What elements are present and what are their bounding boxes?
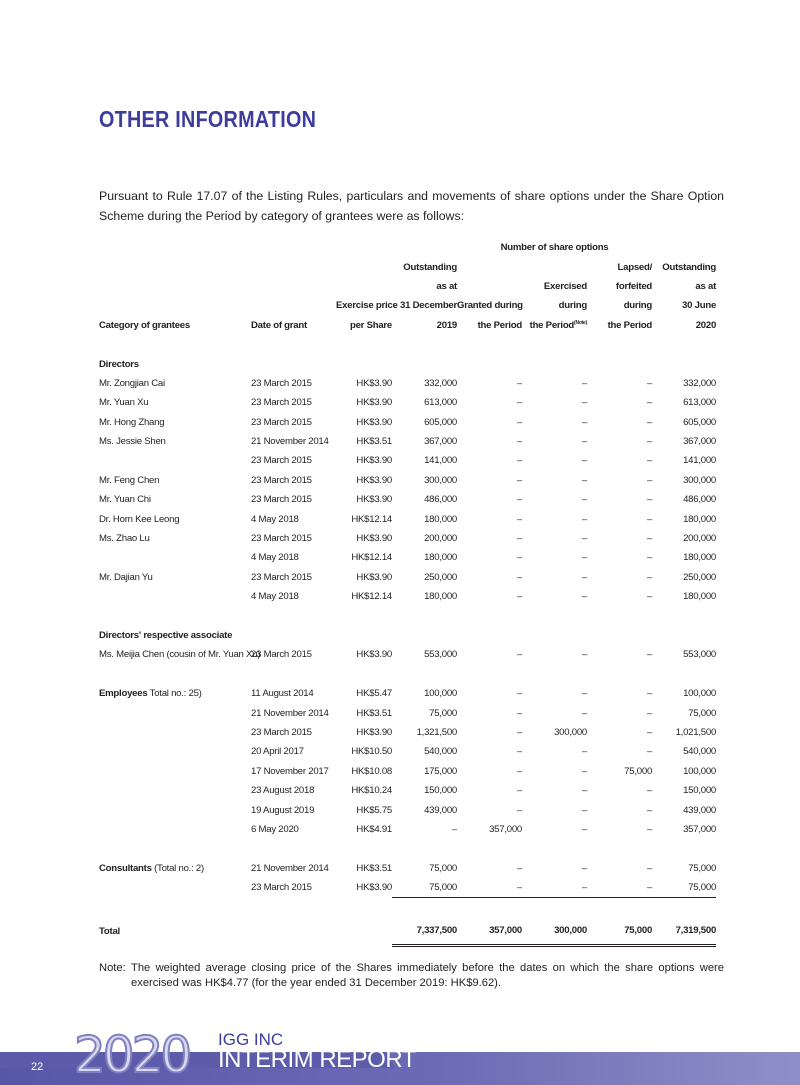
outstanding-start-value: 180,000: [424, 591, 457, 603]
table-row: [99, 723, 716, 742]
lapsed-value: –: [646, 513, 653, 525]
header-out-start: 2019: [436, 319, 457, 331]
outstanding-start-value: 300,000: [424, 474, 457, 486]
table-row: [99, 645, 716, 664]
table-row: [99, 490, 716, 509]
header-out-end: 30 June: [682, 300, 717, 312]
grantee-name: Total: [99, 925, 120, 937]
exercised-value: –: [581, 513, 587, 525]
note: [99, 961, 724, 991]
granted-value: –: [516, 785, 522, 797]
header-out-start: as at: [436, 280, 457, 292]
exercised-value: –: [581, 455, 587, 467]
header-exercised: during: [558, 300, 587, 312]
grantee-name: [99, 820, 251, 839]
grantee-name: [99, 878, 251, 898]
lapsed-value: –: [646, 552, 653, 564]
outstanding-start-value: 250,000: [424, 571, 457, 583]
table-row: [99, 568, 716, 587]
outstanding-start-value: 75,000: [392, 878, 457, 898]
granted-value: –: [516, 571, 522, 583]
header-price: [336, 277, 392, 296]
granted-value: –: [516, 649, 522, 661]
outstanding-end-value: 613,000: [683, 397, 717, 409]
total-row: [99, 918, 716, 946]
lapsed-value: –: [646, 474, 653, 486]
granted-value: –: [516, 707, 522, 719]
lapsed-value: –: [646, 726, 653, 738]
lapsed-value: –: [646, 455, 653, 467]
granted-value: –: [516, 494, 522, 506]
header-row: [99, 316, 716, 335]
exercise-price: HK$5.47: [356, 688, 392, 700]
lapsed-value: –: [646, 494, 653, 506]
header-exercised: [522, 257, 587, 276]
granted-value: 357,000: [457, 918, 522, 946]
exercise-price: HK$12.14: [351, 552, 392, 564]
table-row: [99, 762, 716, 781]
outstanding-start-value: 332,000: [424, 377, 457, 389]
outstanding-end-value: 332,000: [683, 377, 717, 389]
lapsed-value: –: [646, 649, 653, 661]
header-granted: [457, 257, 522, 276]
grantee-name: [99, 548, 251, 567]
lapsed-value: –: [646, 707, 653, 719]
grantee-name: [99, 742, 251, 761]
outstanding-start-value: 605,000: [424, 416, 457, 428]
header-lapsed: during: [623, 300, 653, 312]
note-ref: (Note): [574, 319, 587, 326]
grant-date: 23 March 2015: [251, 397, 312, 409]
grant-date: 21 November 2014: [251, 862, 329, 874]
grant-date: 4 May 2018: [251, 513, 299, 525]
header-out-end: Outstanding: [662, 261, 717, 273]
exercise-price: HK$3.90: [356, 397, 392, 409]
header-row: [99, 277, 716, 296]
outstanding-start-value: 100,000: [424, 688, 457, 700]
footer: [0, 1026, 800, 1085]
grantee-name: Mr. Feng Chen: [99, 474, 160, 486]
outstanding-end-value: 605,000: [683, 416, 717, 428]
exercise-price: HK$12.14: [351, 513, 392, 525]
section-heading: Directors' respective associate: [99, 630, 233, 641]
header-group-row: [99, 238, 716, 257]
grant-date: 23 March 2015: [251, 474, 312, 486]
outstanding-end-value: 553,000: [683, 649, 717, 661]
table-row: [99, 684, 716, 703]
grant-date: 23 March 2015: [251, 726, 312, 738]
outstanding-start-value: 553,000: [424, 649, 457, 661]
grant-date: 23 March 2015: [251, 377, 312, 389]
outstanding-start-value: 175,000: [424, 765, 457, 777]
granted-value: –: [516, 513, 522, 525]
outstanding-start-value: 7,337,500: [392, 918, 457, 946]
granted-value: –: [516, 397, 522, 409]
lapsed-value: –: [646, 533, 653, 545]
exercise-price: HK$3.51: [356, 862, 392, 874]
grantee-name: Ms. Meijia Chen (cousin of Mr. Yuan Xu): [99, 649, 261, 661]
exercise-price: HK$3.90: [356, 377, 392, 389]
grantee-name: Mr. Dajian Yu: [99, 571, 153, 583]
exercise-price: HK$3.90: [356, 882, 392, 894]
table-row: [99, 820, 716, 839]
granted-value: –: [516, 765, 522, 777]
exercise-price: HK$3.90: [356, 726, 392, 738]
lapsed-value: –: [646, 823, 653, 835]
outstanding-end-value: 1,021,500: [675, 726, 717, 738]
exercised-value: –: [581, 804, 587, 816]
outstanding-end-value: 367,000: [683, 436, 717, 448]
grantee-name: Dr. Horn Kee Leong: [99, 513, 180, 525]
exercised-value: –: [581, 397, 587, 409]
outstanding-start-value: 439,000: [424, 804, 457, 816]
header-granted: [457, 277, 522, 296]
table-row: [99, 703, 716, 722]
lapsed-value: –: [646, 862, 653, 874]
exercised-value: –: [581, 533, 587, 545]
table-row: [99, 509, 716, 528]
grant-date: 23 March 2015: [251, 882, 312, 894]
outstanding-start-value: 180,000: [424, 513, 457, 525]
table-row: [99, 839, 716, 858]
note-text: The weighted average closing price of the Shares immediately before the dates on which the share options were exercised was HK$4.77 (for the year ended 31 December 2019: HK$9.62).: [131, 962, 724, 989]
exercise-price: HK$5.75: [356, 804, 392, 816]
table-header: [99, 238, 716, 354]
exercise-price: HK$3.51: [356, 436, 392, 448]
exercise-price: HK$3.90: [356, 455, 392, 467]
outstanding-end-value: 75,000: [688, 862, 717, 874]
grant-date: 23 March 2015: [251, 416, 312, 428]
exercised-value: –: [581, 765, 587, 777]
outstanding-start-value: 486,000: [424, 494, 457, 506]
grantee-name: Ms. Jessie Shen: [99, 436, 166, 448]
table-row: [99, 451, 716, 470]
grant-date: 23 March 2015: [251, 494, 312, 506]
header-lapsed: the Period: [607, 319, 653, 331]
grantee-name: Mr. Yuan Chi: [99, 494, 151, 506]
outstanding-start-value: 75,000: [429, 707, 457, 719]
outstanding-end-value: 180,000: [683, 513, 717, 525]
exercised-value: –: [581, 377, 587, 389]
table-body: [99, 354, 716, 945]
outstanding-start-value: 150,000: [424, 785, 457, 797]
header-lapsed: Lapsed/: [617, 261, 653, 273]
exercised-value: –: [522, 878, 587, 898]
granted-value: –: [516, 552, 522, 564]
lapsed-value: –: [646, 785, 653, 797]
granted-value: –: [516, 862, 522, 874]
exercise-price: HK$3.51: [356, 707, 392, 719]
exercise-price: HK$3.90: [356, 416, 392, 428]
header-price: Exercise price: [336, 300, 398, 312]
outstanding-end-value: 75,000: [652, 878, 716, 898]
table-row: [99, 742, 716, 761]
lapsed-value: –: [646, 804, 653, 816]
grant-date: 23 March 2015: [251, 533, 312, 545]
exercised-value: –: [581, 552, 587, 564]
grant-date: [251, 918, 336, 946]
lapsed-value: –: [646, 746, 653, 758]
section-heading: Directors: [99, 358, 139, 370]
outstanding-start-value: 367,000: [424, 436, 457, 448]
granted-value: –: [457, 878, 522, 898]
section-heading-row: [99, 626, 716, 645]
lapsed-value: –: [646, 688, 653, 700]
header-price: per Share: [349, 319, 392, 331]
grant-date: 20 April 2017: [251, 746, 304, 758]
granted-value: –: [516, 726, 522, 738]
grant-date: 23 August 2018: [251, 785, 315, 797]
header-granted: the Period: [477, 319, 522, 331]
exercise-price: HK$3.90: [356, 474, 392, 486]
exercise-price: HK$3.90: [356, 571, 392, 583]
table-row: [99, 548, 716, 567]
grant-date: 23 March 2015: [251, 571, 312, 583]
exercise-price: HK$10.50: [351, 746, 392, 758]
exercised-value: –: [581, 649, 587, 661]
exercise-price: HK$4.91: [356, 823, 392, 835]
grant-date: 23 March 2015: [251, 455, 312, 467]
grant-date: 21 November 2014: [251, 707, 329, 719]
outstanding-start-value: 200,000: [424, 533, 457, 545]
header-row: [99, 257, 716, 276]
outstanding-end-value: 357,000: [683, 823, 717, 835]
header-out-end: as at: [695, 280, 717, 292]
outstanding-end-value: 540,000: [683, 746, 717, 758]
outstanding-start-value: 613,000: [424, 397, 457, 409]
outstanding-end-value: 141,000: [683, 455, 717, 467]
outstanding-end-value: 439,000: [683, 804, 717, 816]
outstanding-start-value: 141,000: [424, 455, 457, 467]
table-row: [99, 471, 716, 490]
grant-date: 19 August 2019: [251, 804, 315, 816]
table-row: [99, 800, 716, 819]
exercised-value: 300,000: [522, 918, 587, 946]
header-granted: Granted during: [457, 300, 523, 312]
grant-date: 23 March 2015: [251, 649, 312, 661]
report-name: INTERIM REPORT: [218, 1046, 416, 1073]
granted-value: –: [516, 591, 522, 603]
lapsed-value: –: [646, 436, 653, 448]
share-options-table: [99, 238, 716, 947]
grantee-name: [99, 703, 251, 722]
grantee-name: [99, 762, 251, 781]
outstanding-end-value: 100,000: [683, 765, 717, 777]
header-exercised: the Period$^{(Note)}$: [529, 319, 587, 331]
outstanding-end-value: 180,000: [683, 552, 717, 564]
exercised-value: 300,000: [554, 726, 587, 738]
exercised-value: –: [581, 862, 587, 874]
header-out-start: Outstanding: [403, 261, 457, 273]
granted-value: –: [516, 474, 522, 486]
header-lapsed: forfeited: [615, 280, 653, 292]
outstanding-start-value: 540,000: [424, 746, 457, 758]
grant-date: 4 May 2018: [251, 591, 299, 603]
grantee-name: Consultants (Total no.: 2): [99, 862, 204, 874]
exercised-value: –: [581, 474, 587, 486]
outstanding-end-value: 75,000: [688, 707, 717, 719]
company-name: IGG INC: [218, 1030, 284, 1049]
header-out-end: 2020: [695, 319, 717, 331]
header-exercised: Exercised: [543, 280, 587, 292]
grantee-name: [99, 800, 251, 819]
outstanding-end-value: 180,000: [683, 591, 717, 603]
page-number: 22: [31, 1061, 44, 1073]
grant-date: 6 May 2020: [251, 823, 299, 835]
exercised-value: –: [581, 436, 587, 448]
granted-value: –: [516, 533, 522, 545]
lapsed-value: –: [646, 416, 653, 428]
grantee-name: Mr. Zongjian Cai: [99, 377, 165, 389]
table-row: [99, 393, 716, 412]
grant-date: 4 May 2018: [251, 552, 299, 564]
outstanding-start-value: 1,321,500: [416, 726, 457, 738]
granted-value: –: [516, 377, 522, 389]
table-row: [99, 529, 716, 548]
exercise-price: HK$3.90: [356, 533, 392, 545]
note-label: Note:: [99, 962, 126, 974]
outstanding-start-value: 75,000: [429, 862, 457, 874]
table-row: [99, 413, 716, 432]
granted-value: –: [516, 416, 522, 428]
granted-value: –: [516, 746, 522, 758]
table-row: [99, 665, 716, 684]
table-row: [99, 374, 716, 393]
table-row: [99, 606, 716, 625]
table-row: [99, 587, 716, 606]
grant-date: 17 November 2017: [251, 765, 329, 777]
grantee-name: Mr. Hong Zhang: [99, 416, 165, 428]
granted-value: –: [516, 688, 522, 700]
exercised-value: –: [581, 707, 587, 719]
table-row: [99, 859, 716, 878]
exercise-price: HK$3.90: [356, 494, 392, 506]
granted-value: –: [516, 804, 522, 816]
lapsed-value: –: [646, 571, 653, 583]
grantee-name: [99, 451, 251, 470]
table-row: [99, 878, 716, 898]
exercised-value: –: [581, 746, 587, 758]
exercise-price: HK$3.90: [356, 649, 392, 661]
lapsed-value: –: [587, 878, 652, 898]
exercised-value: –: [581, 494, 587, 506]
outstanding-end-value: 200,000: [683, 533, 717, 545]
intro-paragraph: Pursuant to Rule 17.07 of the Listing Rules, particulars and movements of share options under the Share Option Scheme during the Period by category of grantees were as follows:: [99, 189, 724, 223]
lapsed-value: –: [646, 377, 653, 389]
outstanding-end-value: 486,000: [683, 494, 717, 506]
exercised-value: –: [581, 416, 587, 428]
outstanding-end-value: 7,319,500: [652, 918, 716, 946]
exercise-price: HK$10.24: [351, 785, 392, 797]
grant-date: 11 August 2014: [251, 688, 314, 700]
lapsed-value: 75,000: [624, 765, 653, 777]
grantee-name: [99, 781, 251, 800]
section-heading-row: [99, 354, 716, 373]
page-title: OTHER INFORMATION: [99, 106, 317, 132]
header-row: [99, 296, 716, 315]
exercised-value: –: [581, 823, 587, 835]
exercise-price: [336, 918, 392, 946]
granted-value: 357,000: [489, 823, 522, 835]
granted-value: –: [516, 436, 522, 448]
exercised-value: –: [581, 591, 587, 603]
exercise-price: HK$12.14: [351, 591, 392, 603]
outstanding-end-value: 250,000: [683, 571, 717, 583]
table-row: [99, 781, 716, 800]
header-category: Category of grantees: [99, 319, 190, 331]
exercise-price: HK$10.08: [351, 765, 392, 777]
grantee-name: [99, 587, 251, 606]
header-group: Number of share options: [500, 242, 609, 254]
table-row: [99, 432, 716, 451]
granted-value: –: [516, 455, 522, 467]
lapsed-value: –: [646, 591, 653, 603]
exercised-value: –: [581, 688, 587, 700]
lapsed-value: 75,000: [587, 918, 652, 946]
header-out-start: 31 December: [400, 300, 457, 312]
year-logo: 2020: [74, 1026, 190, 1084]
grantee-name: [99, 723, 251, 742]
grantee-name: Ms. Zhao Lu: [99, 533, 150, 545]
exercised-value: –: [581, 785, 587, 797]
lapsed-value: –: [646, 397, 653, 409]
outstanding-start-value: –: [451, 823, 457, 835]
grantee-name: Employees Total no.: 25): [99, 688, 202, 700]
outstanding-end-value: 300,000: [683, 474, 717, 486]
header-price: [336, 257, 392, 276]
table-row: [99, 898, 716, 918]
outstanding-end-value: 100,000: [683, 688, 717, 700]
header-date: Date of grant: [251, 319, 307, 331]
grantee-name: Mr. Yuan Xu: [99, 397, 149, 409]
exercised-value: –: [581, 571, 587, 583]
outstanding-end-value: 150,000: [683, 785, 717, 797]
grant-date: 21 November 2014: [251, 436, 329, 448]
outstanding-start-value: 180,000: [424, 552, 457, 564]
